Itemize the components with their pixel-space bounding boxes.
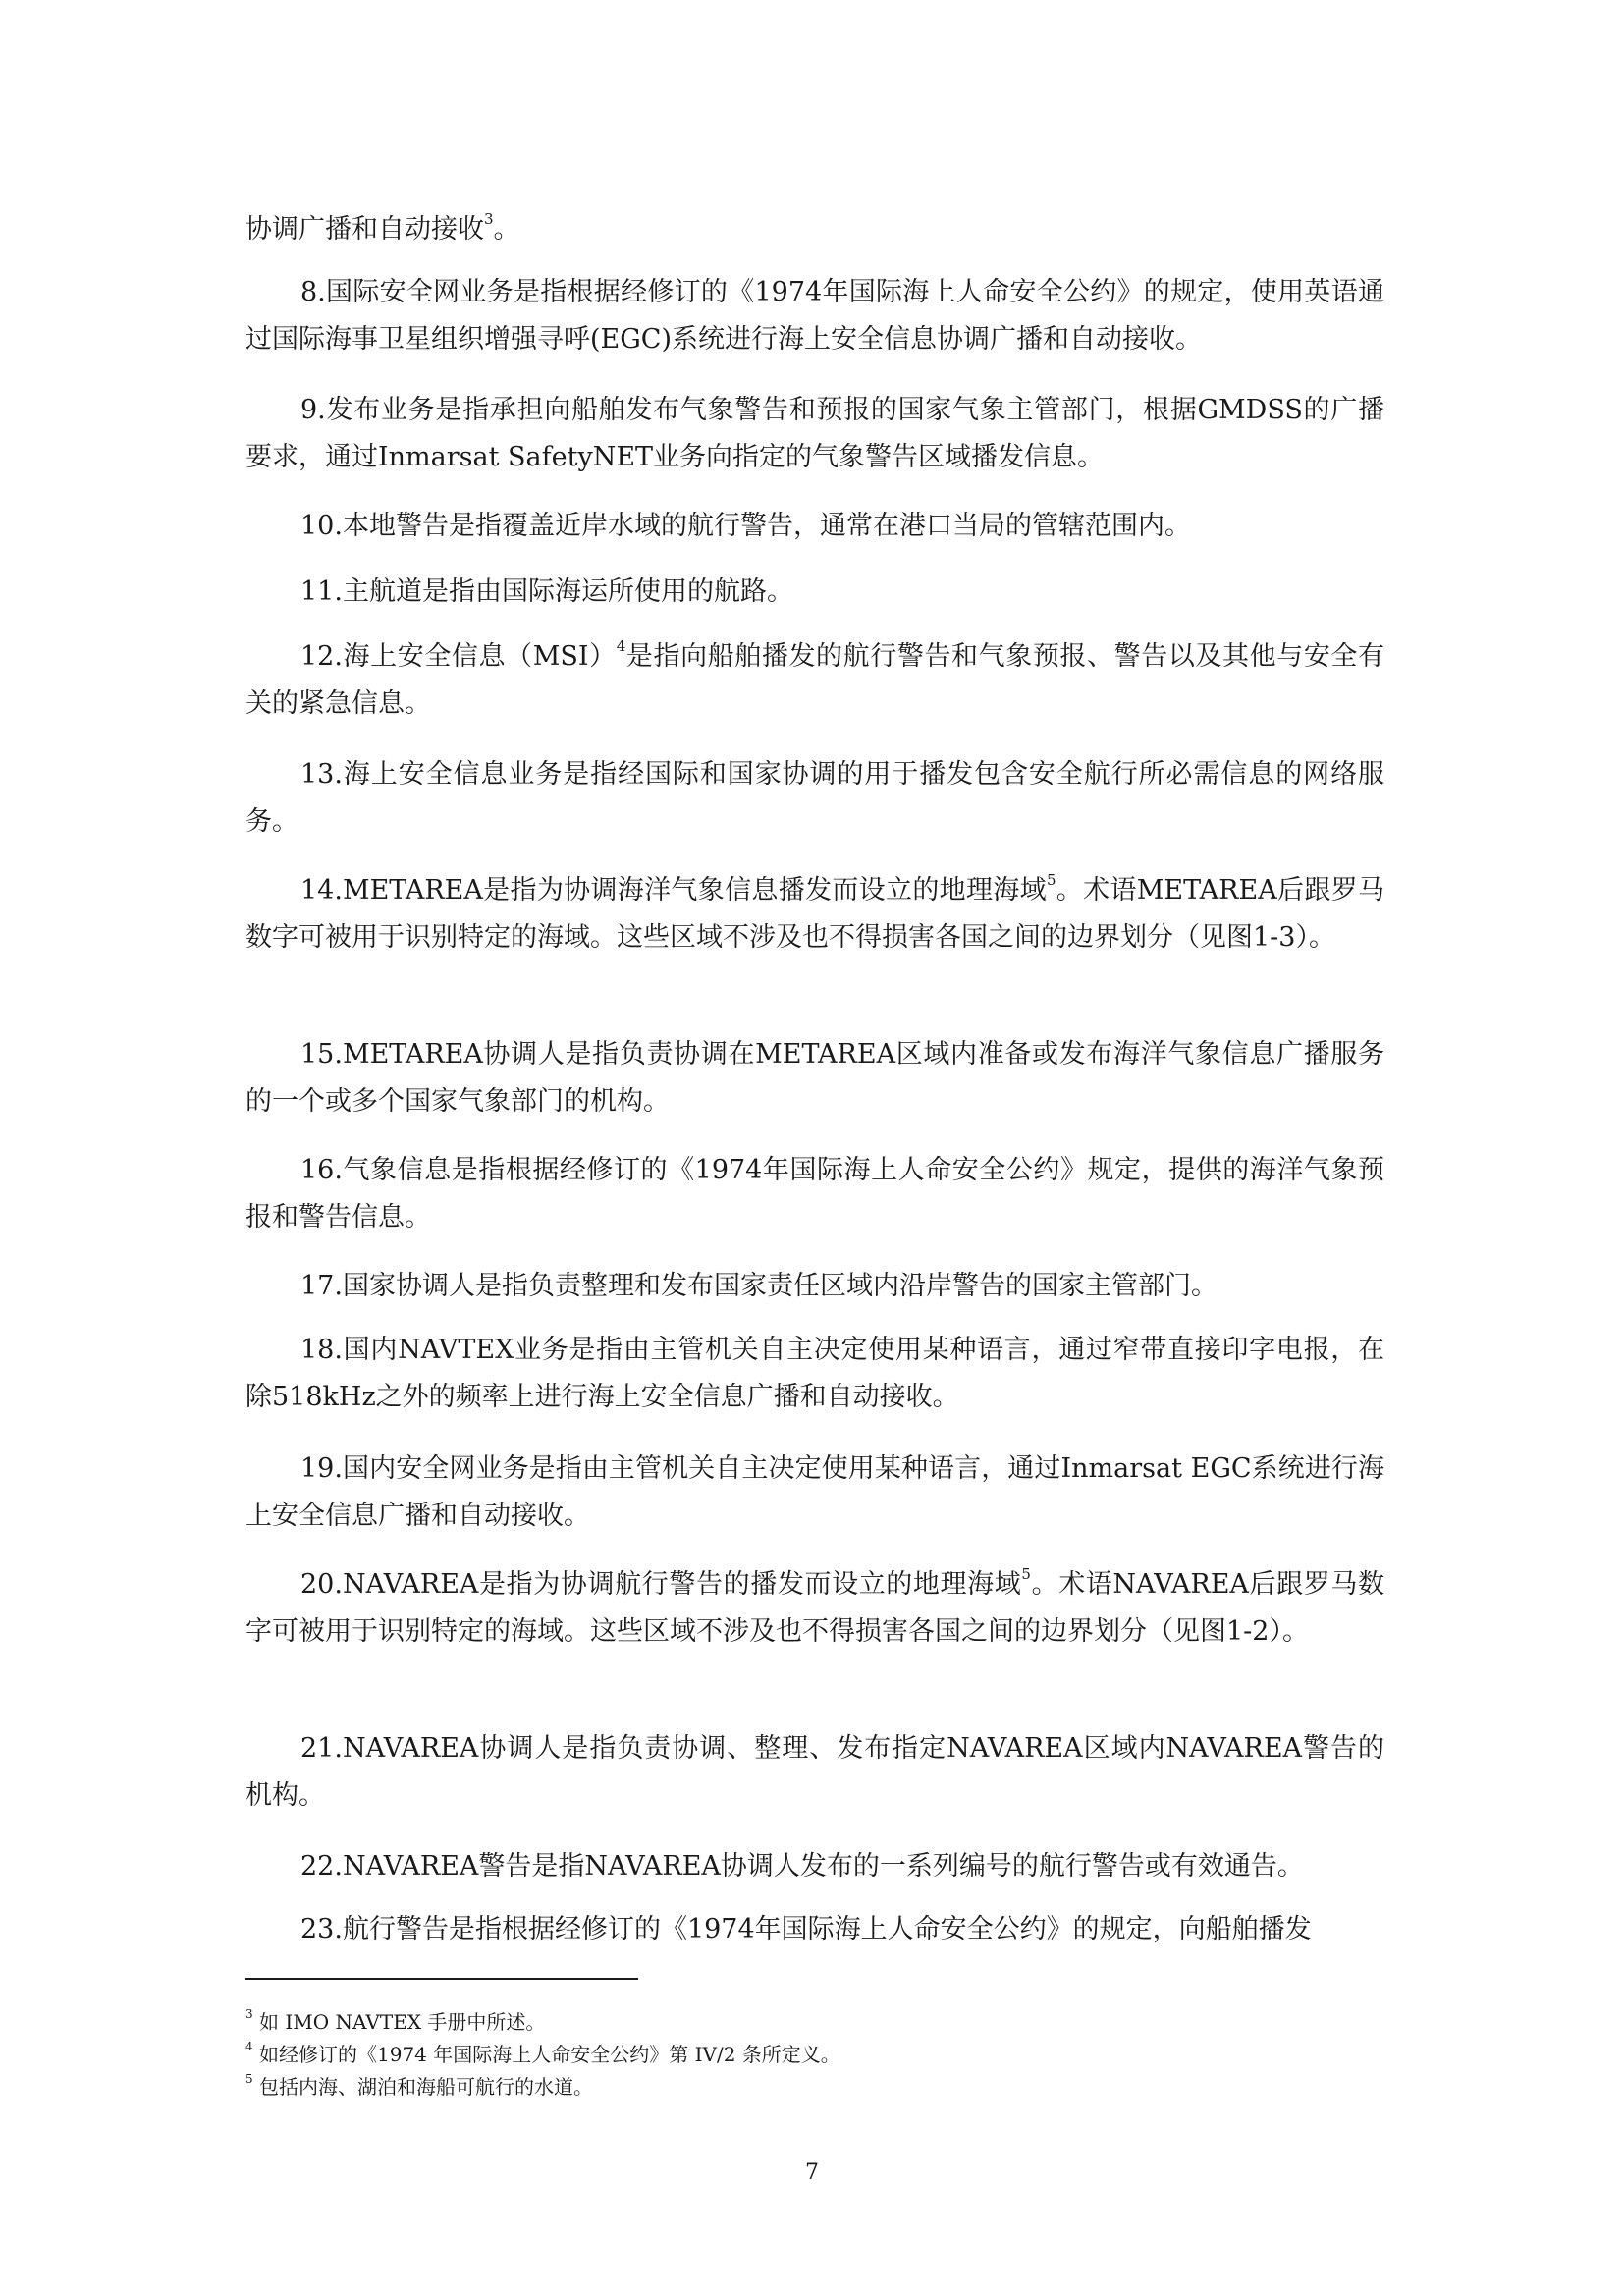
body-text	[245, 1843, 1384, 1890]
body-text	[245, 387, 1384, 481]
body-text	[245, 1446, 1384, 1540]
body-text	[245, 1561, 1384, 1656]
footnote-divider	[245, 1978, 638, 1980]
footnote-ref: 4	[616, 637, 626, 655]
paragraph-21: 21.NAVAREA协调人是指负责协调、整理、发布指定NAVAREA区域内NAVAREA警告的机构。	[245, 1733, 1384, 1811]
body-text	[245, 206, 1384, 253]
paragraph-8: 8.国际安全网业务是指根据经修订的《1974年国际海上人命安全公约》的规定，使用英语通过国际海事卫星组织增强寻呼(EGC)系统进行海上安全信息协调广播和自动接收。	[245, 277, 1384, 355]
footnote-ref: 5	[1046, 871, 1056, 889]
paragraph-10: 10.本地警告是指覆盖近岸水域的航行警告，通常在港口当局的管辖范围内。	[300, 511, 1191, 541]
footnote-ref: 5	[1021, 1565, 1031, 1583]
paragraph-12: 12.海上安全信息（MSI）$^4$是指向船舶播发的航行警告和气象预报、警告以及其他与安全有关的紧急信息。	[245, 637, 1385, 719]
body-text	[245, 1725, 1384, 1820]
paragraph-9: 9.发布业务是指承担向船舶发布气象警告和预报的国家气象主管部门，根据GMDSS的广播要求，通过Inmarsat SafetyNET业务向指定的气象警告区域播发信息。	[245, 395, 1384, 472]
body-text	[245, 1031, 1384, 1125]
paragraph-16: 16.气象信息是指根据经修订的《1974年国际海上人命安全公约》规定，提供的海洋气象预报和警告信息。	[245, 1155, 1384, 1232]
paragraph-23: 23.航行警告是指根据经修订的《1974年国际海上人命安全公约》的规定，向船舶播发	[300, 1914, 1312, 1944]
paragraph-continuation: 协调广播和自动接收$^3$。	[245, 210, 520, 245]
body-text	[245, 269, 1384, 363]
footnote-ref: 3	[484, 210, 494, 228]
footnote-4: $^4$ 如经修订的《1974 年国际海上人命安全公约》第 IV/2 条所定义。	[245, 2040, 840, 2066]
body-text	[245, 1906, 1384, 1953]
body-text	[245, 867, 1384, 961]
paragraph-22: 22.NAVAREA警告是指NAVAREA协调人发布的一系列编号的航行警告或有效通告。	[300, 1851, 1304, 1882]
paragraph-18: 18.国内NAVTEX业务是指由主管机关自主决定使用某种语言，通过窄带直接印字电报，在除518kHz之外的频率上进行海上安全信息广播和自动接收。	[245, 1335, 1384, 1412]
paragraph-11: 11.主航道是指由国际海运所使用的航路。	[300, 576, 793, 607]
page-number: 7	[805, 2160, 819, 2185]
paragraph-20: 20.NAVAREA是指为协调航行警告的播发而设立的地理海域$^5$。术语NAVAREA后跟罗马数字可被用于识别特定的海域。这些区域不涉及也不得损害各国之间的边界划分（见图1-2）。	[245, 1565, 1384, 1647]
paragraph-19: 19.国内安全网业务是指由主管机关自主决定使用某种语言，通过Inmarsat EGC系统进行海上安全信息广播和自动接收。	[245, 1453, 1384, 1531]
footnote-3: $^3$ 如 IMO NAVTEX 手册中所述。	[245, 2007, 546, 2034]
body-text	[245, 633, 1384, 728]
body-text	[245, 1327, 1384, 1421]
footnote-5: $^5$ 包括内海、湖泊和海船可航行的水道。	[245, 2072, 593, 2099]
paragraph-17: 17.国家协调人是指负责整理和发布国家责任区域内沿岸警告的国家主管部门。	[300, 1271, 1218, 1301]
paragraph-15: 15.METAREA协调人是指负责协调在METAREA区域内准备或发布海洋气象信息广播服务的一个或多个国家气象部门的机构。	[245, 1039, 1384, 1117]
body-text	[245, 1147, 1384, 1241]
body-text	[245, 1263, 1384, 1310]
body-text	[245, 503, 1384, 550]
paragraph-14: 14.METAREA是指为协调海洋气象信息播发而设立的地理海域$^5$。术语METAREA后跟罗马数字可被用于识别特定的海域。这些区域不涉及也不得损害各国之间的边界划分（见图1-3）。	[245, 871, 1384, 953]
body-text	[245, 569, 1384, 616]
paragraph-13: 13.海上安全信息业务是指经国际和国家协调的用于播发包含安全航行所必需信息的网络服务。	[245, 759, 1384, 837]
body-text	[245, 751, 1384, 846]
